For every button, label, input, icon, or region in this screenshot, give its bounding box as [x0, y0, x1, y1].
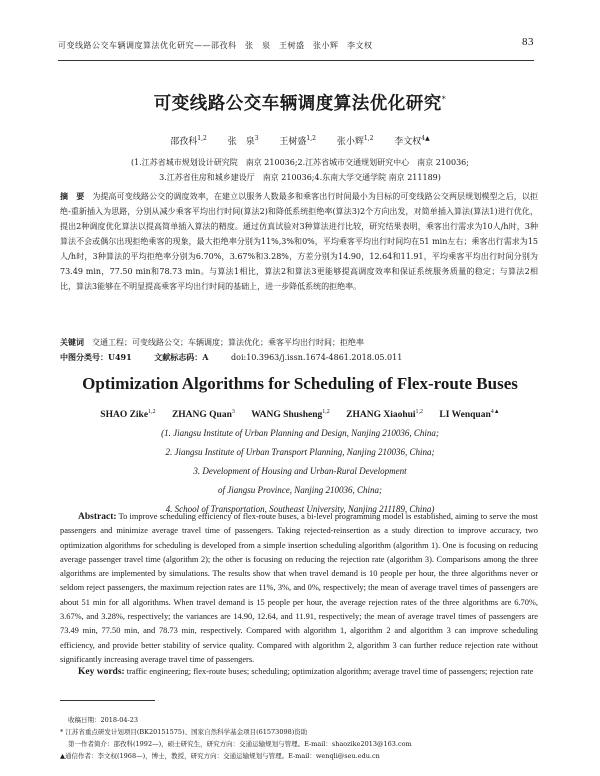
title-funding-mark: * [441, 95, 447, 105]
footnote-rule [60, 700, 155, 701]
doi: doi:10.3963/j.issn.1674-4861.2018.05.011 [231, 353, 403, 362]
classification-line [60, 350, 538, 365]
header-rule [58, 60, 534, 61]
title-chinese-text: 可变线路公交车辆调度算法优化研究 [153, 94, 442, 114]
keywords-en-label: Key words: [78, 667, 125, 677]
author-cn-4: 张小辉$^{1,2}$ [336, 135, 374, 147]
affiliation-cn-line: 3.江苏省住房和城乡建设厅 南京 210036;4.东南大学交通学院 南京 211189) [159, 173, 441, 182]
document-code: 文献标志码：A [154, 352, 209, 362]
title-chinese [0, 90, 600, 115]
received-date: 收稿日期：2018-04-23 [68, 716, 138, 724]
page-number: 83 [522, 36, 534, 48]
keywords-en-text: traffic engineering; flex-route buses; scheduling; optimization algorithm; average travel time of passengers; rejection rate [126, 667, 534, 676]
author-en-3: WANG Shusheng$^{1,2}$ [251, 409, 330, 421]
abstract-en-text: To improve scheduling efficiency of flex-route buses, a bi-level programming model is established, aiming to serve the most passengers and minimize average travel time of passengers. Taking rejected-reinsertion as a study direction to improve accuracy, two optimization algorithms for scheduling is developed from a simple insertion scheduling algorithm (algorithm 1). One is focusing on reducing average passenger travel time (algorithm 2); the other is focusing on reducing the rejection rate (algorithm 3). Comparisons among the three algorithms are implemented by simulations. The results show that when travel demand is 10 people per hour, the three algorithms never or seldom reject passengers, the maximum rejection rates are 11%, 3%, and 0%, respectively; the mean of average travel times of passengers are about 51 min for all algorithms. When travel demand is 15 people per hour, the average rejection rates of the three algorithms are 6.70%, 3.67%, and 3.28%, respectively; the variances are 14.90, 12.64, and 11.91, respectively; the mean of average travel times of passengers are 73.49 min, 77.50 min, and 78.73 min, respectively. Compared with algorithm 1, algorithm 2 and algorithm 3 can improve scheduling efficiency, and provide better stability of service quality. Compared with algorithm 2, algorithm 3 can further reduce rejection rate without significantly increasing average travel time of passengers. [60, 512, 538, 664]
affiliation-en-line: (1. Jiangsu Institute of Urban Planning and Design, Nanjing 210036, China; [161, 428, 439, 438]
affiliation-en-line: 2. Jiangsu Institute of Urban Transport Planning, Nanjing 210036, China; [165, 447, 435, 457]
affiliation-cn-line: (1.江苏省城市规划设计研究院 南京 210036;2.江苏省城市交通规划研究中心 南京 210036; [131, 158, 469, 167]
running-head [58, 36, 534, 54]
affiliation-en-line: of Jiangsu Province, Nanjing 210036, China; [218, 485, 382, 495]
corresponding-author-bio: ▲通信作者：李文权(1968—)，博士，教授，研究方向：交通运输规划与管理。E-mail：wenqli@seu.edu.cn [60, 752, 380, 760]
affiliation-en-line: 4. School of Transportation, Southeast University, Nanjing 211189, China) [165, 504, 435, 514]
affiliations-english [0, 424, 600, 519]
keywords-chinese [60, 335, 538, 350]
funding-note: * 江苏省重点研发计划项目(BK20151575)、国家自然科学基金项目(61573098)资助 [60, 728, 308, 736]
abstract-cn-text: 为提高可变线路公交的调度效率，在建立以服务人数最多和乘客出行时间最小为目标的可变线路公交两层规划模型之后，以拒绝-重新插入为思路，分别从减少乘客平均出行时间(算法2)和降低系统拒绝率(算法3)2个方向出发，对简单插入算法(算法1)进行优化，提出2种调度优化算法以提高简单插入算法的精度。通过仿真试验对3种算法进行比较，研究结果表明，乘客出行需求为10人/h时，3种算法不会或偶尔出现拒绝乘客的现象，最大拒绝率分别为11%,3%和0%，平均乘客平均出行时间均在51 min左右；乘客出行需求为15人/h时，3种算法的平均拒绝率分别为6.70%，3.67%和3.28%，方差分别为14.90，12.64和11.91，平均乘客平均出行时间分别为73.49 min，77.50 min和78.73 min。与算法1相比，算法2和算法3更能够提高调度效率和保证系统服务质量的稳定；与算法2相比，算法3能够在不明显提高乘客平均出行时间的基础上，进一步降低系统的拒绝率。 [60, 192, 539, 291]
keywords-cn-text: 交通工程；可变线路公交；车辆调度；算法优化；乘客平均出行时间；拒绝率 [92, 338, 364, 347]
abstract-cn-label: 摘 要 [60, 191, 85, 201]
title-english: Optimization Algorithms for Scheduling of Flex-route Buses [82, 374, 518, 393]
keywords-cn-label: 关键词 [60, 337, 84, 347]
clc-number: 中图分类号：U491 [60, 352, 132, 362]
keywords-english [60, 665, 538, 679]
author-en-4: ZHANG Xiaohui$^{1,2}$ [346, 409, 424, 421]
footnotes [60, 714, 538, 762]
abstract-english [60, 510, 538, 667]
abstract-en-label: Abstract: [78, 512, 117, 522]
author-en-1: SHAO Zike$^{1,2}$ [100, 409, 156, 421]
authors-chinese [0, 134, 600, 147]
author-cn-2: 张 泉$^3$ [227, 135, 259, 147]
abstract-chinese [60, 189, 538, 294]
author-en-2: ZHANG Quan$^3$ [171, 409, 235, 421]
author-cn-1: 邵孜科$^{1,2}$ [170, 135, 207, 147]
affiliations-chinese [0, 155, 600, 185]
first-author-bio: 第一作者简介：邵孜科(1992—)，硕士研究生，研究方向：交通运输规划与管理。E-mail：shaozike2013@163.com [68, 740, 412, 748]
author-cn-5: 李文权$^{4▲}$ [394, 135, 430, 147]
author-cn-3: 王树盛$^{1,2}$ [279, 135, 316, 147]
running-head-text: 可变线路公交车辆调度算法优化研究——邵孜科 张 泉 王树盛 张小辉 李文权 [58, 41, 373, 50]
affiliation-en-line: 3. Development of Housing and Urban-Rural Development [193, 466, 407, 476]
authors-english [0, 409, 600, 420]
author-en-5: LI Wenquan$^{4▲}$ [439, 409, 500, 421]
